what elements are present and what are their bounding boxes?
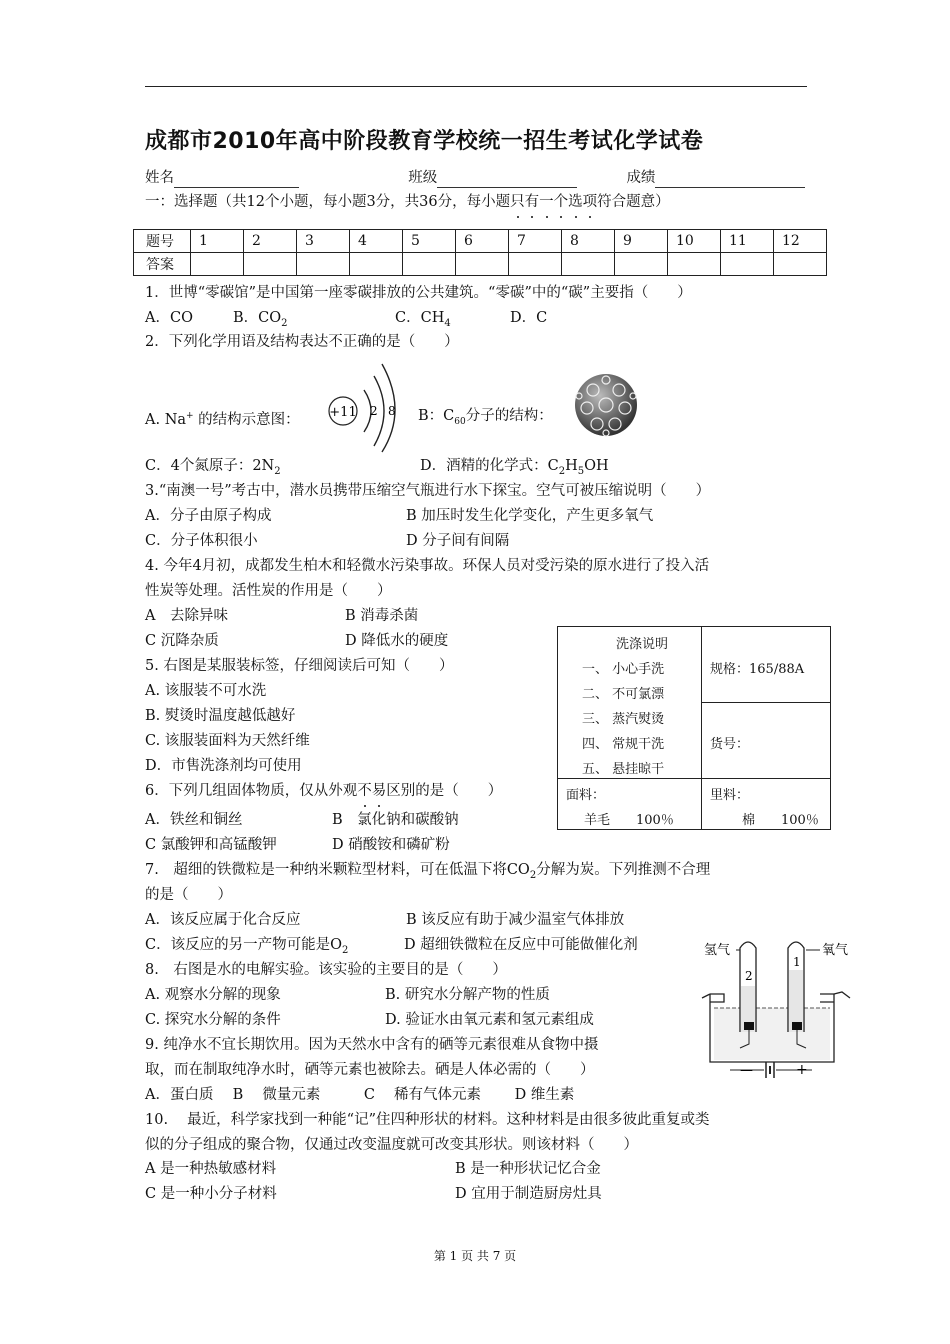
q2-option-d: D．酒精的化学式：$C_2H_5OH$ <box>420 458 609 477</box>
q5-stem: 5. 右图是某服装标签，仔细阅读后可知（ ） <box>145 658 454 674</box>
class-label: 班级 <box>408 170 438 186</box>
answer-cell[interactable] <box>244 253 297 276</box>
q4-option-b: B 消毒杀菌 <box>345 608 419 624</box>
question-number-header: 题号 <box>134 230 191 253</box>
c60-fullerene-diagram <box>573 372 639 438</box>
q8-option-b: B. 研究水分解产物的性质 <box>385 987 550 1003</box>
q1-option-a: A．CO <box>145 310 193 326</box>
question-number-cell: 7 <box>509 230 562 253</box>
answer-table <box>133 229 827 276</box>
hydrogen-label: 氢气 <box>704 943 731 958</box>
q10-option-d: D 宜用于制造厨房灶具 <box>455 1186 602 1202</box>
emphasis-char: 一 <box>539 194 554 210</box>
q3-stem: 3.“南澳一号”考古中，潜水员携带压缩空气瓶进行水下探宝。空气可被压缩说明（ ） <box>145 483 711 499</box>
q4-stem-line2: 性炭等处理。活性炭的作用是（ ） <box>145 583 392 599</box>
answer-cell[interactable] <box>721 253 774 276</box>
q5-option-a: A. 该服装不可水洗 <box>145 683 267 699</box>
section1-intro: 一：选择题（共12个小题，每小题3分，共36分，每小题只有一个选项符合题意） <box>145 194 670 210</box>
q1-option-d: D．C <box>510 310 548 326</box>
name-label: 姓名 <box>145 170 174 186</box>
answer-table-header-row <box>134 230 827 253</box>
tube2-label: 2 <box>745 969 753 983</box>
q3-option-d: D 分子间有间隔 <box>406 533 510 549</box>
answer-cell[interactable] <box>403 253 456 276</box>
q7-option-d: D 超细铁微粒在反应中可能做催化剂 <box>404 937 638 953</box>
q2-stem: 2．下列化学用语及结构表达不正确的是（ ） <box>145 334 459 350</box>
q1-option-b: B．$CO_2$ <box>233 310 288 329</box>
answer-cell[interactable] <box>774 253 827 276</box>
q5-option-c: C. 该服装面料为天然纤维 <box>145 733 310 749</box>
fabric-label: 面料： <box>566 788 606 803</box>
q4-stem-line1: 4. 今年4月初，成都发生柏木和轻微水污染事故。环保人员对受污染的原水进行了投入活 <box>145 558 710 574</box>
lining-label: 里料： <box>710 788 750 803</box>
answer-table-answer-row <box>134 253 827 276</box>
q2-option-b: B：$C_{60}$分子的结构： <box>418 408 553 427</box>
care-item: 三、 蒸汽熨烫 <box>582 712 665 727</box>
care-item: 四、 常规干洗 <box>582 737 665 752</box>
emphasis-char: 选 <box>568 194 583 210</box>
size-spec: 规格：165/88A <box>710 662 805 677</box>
q2-option-c: C．4个氮原子：$2N_2$ <box>145 458 281 477</box>
q7-option-b: B 该反应有助于减少温室气体排放 <box>406 912 625 928</box>
lining-value: 棉 100％ <box>742 813 819 828</box>
q8-option-d: D. 验证水由氧元素和氢元素组成 <box>385 1012 594 1028</box>
student-info-row <box>145 168 805 188</box>
shell2-label: 8 <box>388 404 396 418</box>
q10-option-c: C 是一种小分子材料 <box>145 1186 277 1202</box>
answer-cell[interactable] <box>668 253 721 276</box>
question-number-cell: 5 <box>403 230 456 253</box>
q6-emphasis <box>357 783 386 799</box>
q9-stem-line1: 9. 纯净水不宜长期饮用。因为天然水中含有的硒等元素很难从食物中摄 <box>145 1037 599 1053</box>
q6-option-c: C 氯酸钾和高锰酸钾 <box>145 837 277 853</box>
care-item: 五、 悬挂晾干 <box>582 762 665 777</box>
q5-option-b: B. 熨烫时温度越低越好 <box>145 708 296 724</box>
water-electrolysis-diagram <box>700 936 860 1086</box>
q6-stem: 6．下列几组固体物质，仅从外观不易区别的是（ ） <box>145 783 503 799</box>
answer-cell[interactable] <box>509 253 562 276</box>
class-blank[interactable] <box>437 171 577 188</box>
question-number-cell: 3 <box>297 230 350 253</box>
fabric-value: 羊毛 100％ <box>584 813 674 828</box>
question-number-cell: 11 <box>721 230 774 253</box>
q10-stem-line1: 10. 最近，科学家找到一种能“记”住四种形状的材料。这种材料是由很多彼此重复或类 <box>145 1112 710 1128</box>
top-rule <box>145 86 807 87</box>
question-number-cell: 12 <box>774 230 827 253</box>
emphasis-char: 易 <box>371 783 387 799</box>
q6-option-a: A．铁丝和铜丝 <box>145 812 243 828</box>
q1-option-c: C．$CH_4$ <box>395 310 451 329</box>
q9-options: A．蛋白质 B 微量元素 C 稀有气体元素 D 维生素 <box>145 1087 575 1103</box>
question-number-cell: 2 <box>244 230 297 253</box>
q8-stem: 8. 右图是水的电解实验。该实验的主要目的是（ ） <box>145 962 507 978</box>
intro-emphasis <box>510 194 597 210</box>
q4-option-c: C 沉降杂质 <box>145 633 219 649</box>
q7-option-a: A．该反应属于化合反应 <box>145 912 301 928</box>
name-blank[interactable] <box>174 171 299 188</box>
q4-option-d: D 降低水的硬度 <box>345 633 449 649</box>
page-footer: 第 1 页 共 7 页 <box>433 1249 517 1263</box>
answer-cell[interactable] <box>350 253 403 276</box>
question-number-cell: 1 <box>191 230 244 253</box>
q10-option-b: B 是一种形状记忆合金 <box>455 1161 601 1177</box>
q7-stem-line1: 7. 超细的铁微粒是一种纳米颗粒型材料，可在低温下将$CO_2$分解为炭。下列推测不合理 <box>145 862 711 881</box>
q7-stem-line2: 的是（ ） <box>145 887 232 903</box>
q6-option-b: B 氯化钠和碳酸钠 <box>332 812 459 828</box>
emphasis-char: 个 <box>553 194 569 210</box>
q4-option-a: A 去除异味 <box>145 608 228 624</box>
emphasis-char: 只 <box>510 194 525 210</box>
score-label: 成绩 <box>626 170 656 186</box>
answer-cell[interactable] <box>456 253 509 276</box>
q3-option-b: B 加压时发生化学变化，产生更多氧气 <box>406 508 654 524</box>
q3-option-c: C．分子体积很小 <box>145 533 258 549</box>
answer-cell[interactable] <box>191 253 244 276</box>
question-number-cell: 6 <box>456 230 509 253</box>
q8-option-c: C. 探究水分解的条件 <box>145 1012 281 1028</box>
nucleus-label: +11 <box>329 405 357 420</box>
q5-option-d: D．市售洗涤剂均可使用 <box>145 758 302 774</box>
question-number-cell: 9 <box>615 230 668 253</box>
q9-stem-line2: 取，而在制取纯净水时，硒等元素也被除去。硒是人体必需的（ ） <box>145 1062 595 1078</box>
shell1-label: 2 <box>370 404 378 418</box>
sodium-ion-structure-diagram <box>322 360 412 454</box>
q3-option-a: A．分子由原子构成 <box>145 508 272 524</box>
q1-stem: 1．世博“零碳馆”是中国第一座零碳排放的公共建筑。“零碳”中的“碳”主要指（ ） <box>145 285 692 301</box>
q10-option-a: A 是一种热敏感材料 <box>145 1161 277 1177</box>
answer-header: 答案 <box>134 253 191 276</box>
tube1-label: 1 <box>793 955 801 969</box>
question-number-cell: 8 <box>562 230 615 253</box>
page-title: 成都市2010年高中阶段教育学校统一招生考试化学试卷 <box>145 129 704 154</box>
question-number-cell: 4 <box>350 230 403 253</box>
score-blank[interactable] <box>655 171 805 188</box>
garment-care-label <box>557 626 831 830</box>
q10-stem-line2: 似的分子组成的聚合物，仅通过改变温度就可改变其形状。则该材料（ ） <box>145 1137 638 1153</box>
q7-option-c: C．该反应的另一产物可能是$O_2$ <box>145 937 349 956</box>
q8-option-a: A. 观察水分解的现象 <box>145 987 281 1003</box>
answer-cell[interactable] <box>297 253 350 276</box>
care-item: 一、 小心手洗 <box>582 662 665 677</box>
q2-option-a: A. Na+ 的结构示意图： <box>145 411 300 428</box>
minus-label: — <box>740 1063 753 1078</box>
care-item: 二、 不可氯漂 <box>582 687 665 702</box>
emphasis-char: 有 <box>524 194 540 210</box>
q6-option-d: D 硝酸铵和磷矿粉 <box>332 837 450 853</box>
oxygen-label: 氧气 <box>822 943 849 958</box>
plus-label: + <box>796 1062 808 1078</box>
answer-cell[interactable] <box>615 253 668 276</box>
emphasis-char: 不 <box>357 783 372 799</box>
item-number: 货号： <box>710 737 750 752</box>
emphasis-char: 项 <box>582 194 598 210</box>
answer-cell[interactable] <box>562 253 615 276</box>
care-heading: 洗涤说明 <box>616 637 669 652</box>
question-number-cell: 10 <box>668 230 721 253</box>
